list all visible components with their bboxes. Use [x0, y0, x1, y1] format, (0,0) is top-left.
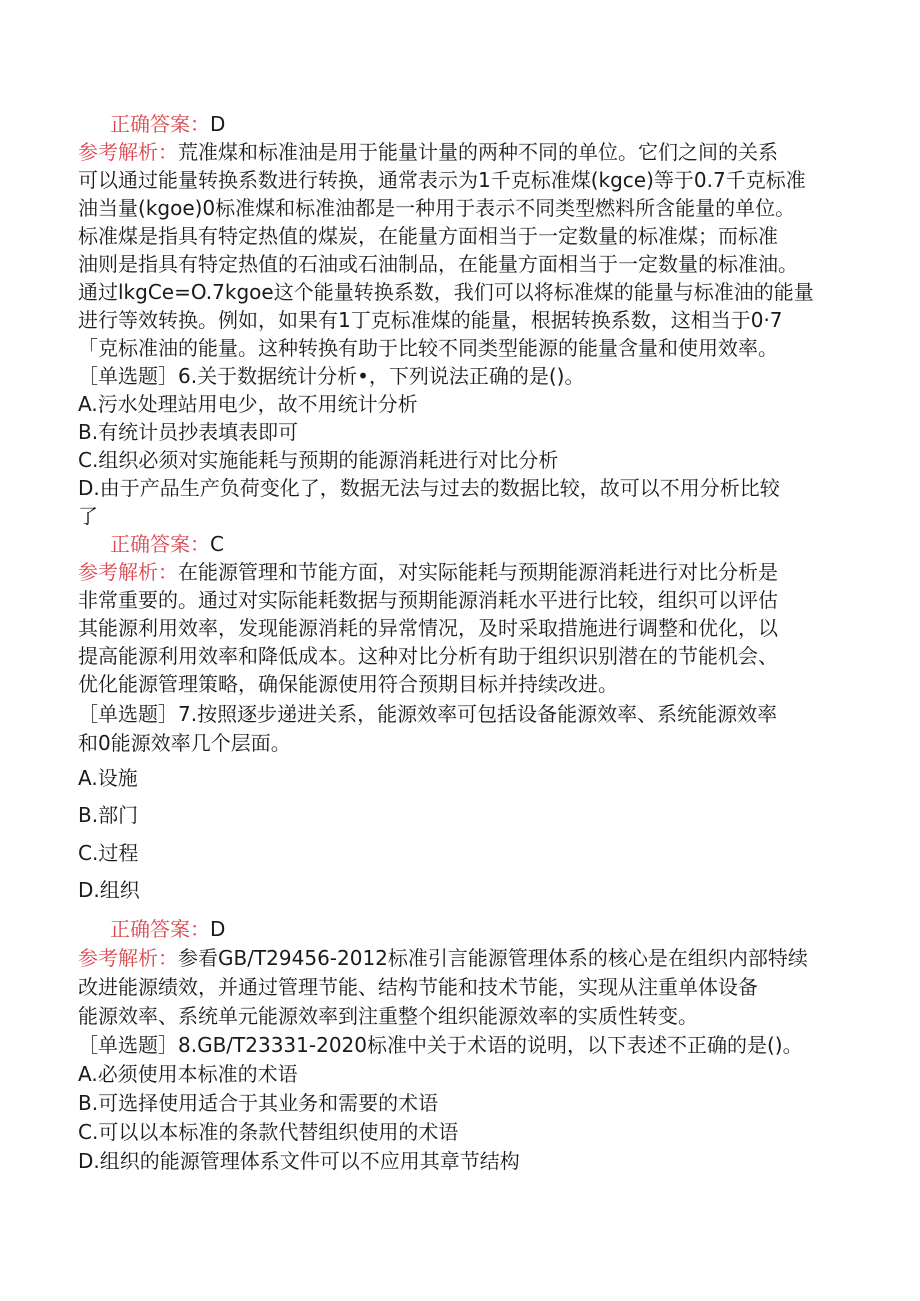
analysis-label: 参考解析： — [78, 560, 178, 584]
analysis-line: 通过lkgCe=O.7kgoe这个能量转换系数，我们可以将标准煤的能量与标准油的能量 — [78, 280, 814, 304]
analysis-label: 参考解析： — [78, 946, 178, 970]
analysis-line — [78, 558, 838, 586]
answer-line — [110, 915, 870, 943]
option-b: B.有统计员抄表填表即可 — [78, 420, 299, 444]
analysis-line — [78, 138, 838, 166]
question-stem: ［单选题］7.按照逐步递进关系，能源效率可包括设备能源效率、系统能源效率 — [78, 702, 778, 726]
option-d-continued: 了 — [78, 504, 98, 528]
answer-value: D — [210, 112, 226, 136]
answer-value: C — [210, 532, 224, 556]
answer-value: D — [210, 917, 226, 941]
analysis-line: 优化能源管理策略，确保能源使用符合预期目标并持续改进。 — [78, 672, 618, 696]
analysis-line: 其能源利用效率，发现能源消耗的异常情况，及时采取措施进行调整和优化，以 — [78, 616, 778, 640]
answer-label: 正确答案： — [110, 532, 210, 556]
analysis-line: 非常重要的。通过对实际能耗数据与预期能源消耗水平进行比较，组织可以评估 — [78, 588, 778, 612]
analysis-line: 改进能源绩效，并通过管理节能、结构节能和技术节能，实现从注重单体设备 — [78, 975, 758, 999]
option-a: A.污水处理站用电少，故不用统计分析 — [78, 392, 418, 416]
question-stem: ［单选题］6.关于数据统计分析•，下列说法正确的是()。 — [78, 364, 585, 388]
question-stem-continued: 和0能源效率几个层面。 — [78, 731, 291, 755]
question-stem: ［单选题］8.GB/T23331-2020标准中关于术语的说明，以下表述不正确的是()。 — [78, 1033, 803, 1057]
option-c: C.过程 — [78, 841, 139, 865]
option-c: C.可以以本标准的条款代替组织使用的术语 — [78, 1120, 459, 1144]
analysis-line — [78, 944, 838, 972]
option-b: B.可选择使用适合于其业务和需要的术语 — [78, 1091, 439, 1115]
analysis-line: 可以通过能量转换系数进行转换，通常表示为1千克标准煤(kgce)等于0.7千克标准 — [78, 168, 806, 192]
analysis-line: 油当量(kgoe)0标准煤和标准油都是一种用于表示不同类型燃料所含能量的单位。 — [78, 196, 796, 220]
analysis-line: 提高能源利用效率和降低成本。这种对比分析有助于组织识别潜在的节能机会、 — [78, 644, 778, 668]
analysis-text: 荒准煤和标准油是用于能量计量的两种不同的单位。它们之间的关系 — [178, 140, 778, 164]
answer-label: 正确答案： — [110, 112, 210, 136]
option-d: D.由于产品生产负荷变化了，数据无法与过去的数据比较，故可以不用分析比较 — [78, 476, 780, 500]
option-a: A.必须使用本标准的术语 — [78, 1062, 298, 1086]
answer-label: 正确答案： — [110, 917, 210, 941]
option-c: C.组织必须对实施能耗与预期的能源消耗进行对比分析 — [78, 448, 559, 472]
option-d: D.组织的能源管理体系文件可以不应用其章节结构 — [78, 1149, 520, 1173]
analysis-line: 标准煤是指具有特定热值的煤炭，在能量方面相当于一定数量的标准煤；而标准 — [78, 224, 778, 248]
analysis-text: 在能源管理和节能方面，对实际能耗与预期能源消耗进行对比分析是 — [178, 560, 778, 584]
answer-line — [110, 530, 870, 558]
option-b: B.部门 — [78, 803, 139, 827]
option-a: A.设施 — [78, 766, 138, 790]
analysis-line: 进行等效转换。例如，如果有1丁克标准煤的能量，根据转换系数，这相当于0·7 — [78, 308, 783, 332]
analysis-line: 油则是指具有特定热值的石油或石油制品，在能量方面相当于一定数量的标准油。 — [78, 252, 798, 276]
analysis-text: 参看GB/T29456-2012标准引言能源管理体系的核心是在组织内部特续 — [178, 946, 808, 970]
analysis-label: 参考解析： — [78, 140, 178, 164]
option-d: D.组织 — [78, 878, 140, 902]
analysis-line: 能源效率、系统单元能源效率到注重整个组织能源效率的实质性转变。 — [78, 1004, 698, 1028]
analysis-line: 「克标准油的能量。这种转换有助于比较不同类型能源的能量含量和使用效率。 — [78, 336, 778, 360]
answer-line — [110, 110, 870, 138]
